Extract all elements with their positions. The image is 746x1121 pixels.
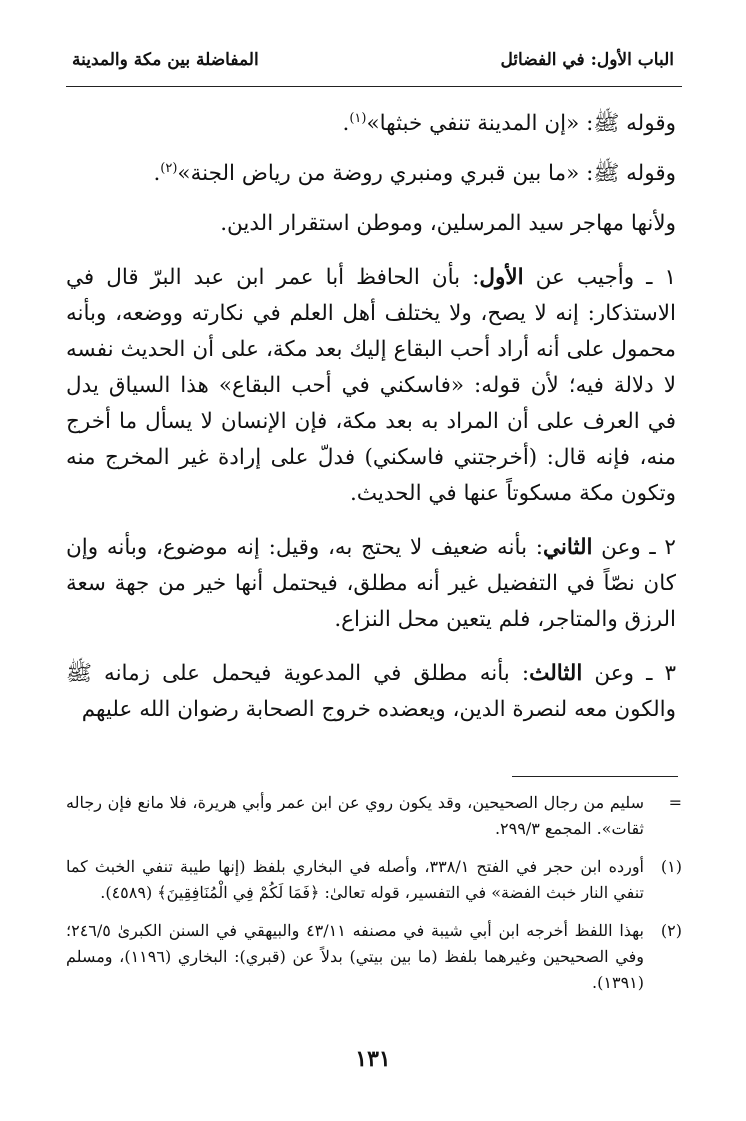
answer-second-keyword: الثاني bbox=[543, 535, 593, 560]
answer-second-text: : بأنه ضعيف لا يحتج به، وقيل: إنه موضوع، وبأنه وإن كان نصّاً في التفضيل غير أنه مطلق، فيحتمل أنها خير من جهة سعة الرزق والمتاجر، فلم يتعين محل النزاع. bbox=[66, 535, 676, 632]
answer-first-keyword: الأول bbox=[479, 265, 524, 290]
paragraph-answer-third bbox=[66, 656, 676, 728]
footnote-ref-1: (١) bbox=[349, 110, 367, 126]
footnote-mark: (١) bbox=[660, 857, 682, 876]
answer-second-number: ٢ ـ وعن bbox=[592, 535, 676, 560]
paragraph-answer-first bbox=[66, 260, 676, 512]
footnote-2 bbox=[66, 918, 682, 996]
header-divider bbox=[66, 86, 682, 87]
footnote-mark: = bbox=[668, 793, 682, 812]
hadith-rawda-text: وقوله ﷺ: «ما بين قبري ومنبري روضة من رياض الجنة» bbox=[177, 161, 676, 186]
footnotes bbox=[66, 790, 682, 1008]
paragraph-hadith-rawda bbox=[66, 156, 676, 192]
answer-third-keyword: الثالث bbox=[529, 661, 583, 686]
hadith-medina-text: وقوله ﷺ: «إن المدينة تنفي خبثها» bbox=[366, 111, 676, 136]
footnote-ref-2: (٢) bbox=[160, 160, 178, 176]
footnote-mark: (٢) bbox=[660, 921, 682, 940]
section-title: المفاضلة بين مكة والمدينة bbox=[72, 50, 259, 70]
answer-first-number: ١ ـ وأجيب عن bbox=[523, 265, 677, 290]
hadith-medina-end: . bbox=[342, 111, 350, 136]
page-number: ١٣١ bbox=[355, 1046, 391, 1072]
footnote-text: أورده ابن حجر في الفتح ٣٣٨/١، وأصله في البخاري بلفظ (إنها طيبة تنفي الخبث كما تنفي النار خبث الفضة» في التفسير، قوله تعالىٰ: ﴿فَمَا لَكُمْ فِي الْمُنَافِقِينَ﴾ (٤٥٨٩). bbox=[66, 857, 645, 902]
footnote-continued bbox=[66, 790, 682, 842]
footnote-divider bbox=[512, 776, 678, 777]
answer-first-text: : بأن الحافظ أبا عمر ابن عبد البرّ قال في الاستذكار: إنه لا يصح، ولا يختلف أهل العلم في نكارته ووضعه، وبأنه محمول على أنه أراد أحب البقاع إليك بعد مكة، على أن الحديث نفسه لا دلالة فيه؛ لأن قوله: «فاسكني في أحب البقاع» هذا السياق يدل في العرف على أن المراد به بعد مكة، فإن الإنسان لا يسأل ما أخرج منه، فإنه قال: (أخرجتني فاسكني) فدلّ على إرادة غير المخرج منه وتكون مكة مسكوتاً عنها في الحديث. bbox=[66, 265, 676, 506]
paragraph-hijra: ولأنها مهاجر سيد المرسلين، وموطن استقرار الدين. bbox=[220, 211, 676, 236]
hadith-rawda-end: . bbox=[153, 161, 161, 186]
paragraph-answer-second bbox=[66, 530, 676, 638]
running-header bbox=[72, 40, 674, 84]
chapter-title: الباب الأول: في الفضائل bbox=[500, 50, 674, 70]
paragraph-hadith-medina bbox=[66, 106, 676, 142]
footnote-text: سليم من رجال الصحيحين، وقد يكون روي عن ابن عمر وأبي هريرة، فلا مانع فإن رجاله ثقات». المجمع ٢٩٩/٣. bbox=[66, 793, 644, 838]
answer-third-number: ٣ ـ وعن bbox=[582, 661, 676, 686]
footnote-text: بهذا اللفظ أخرجه ابن أبي شيبة في مصنفه ٤٣/١١ والبيهقي في السنن الكبرىٰ ٢٤٦/٥؛ وفي الصحيحين وغيرهما بلفظ (ما بين بيتي) بدلاً عن (قبري): البخاري (١١٩٦)، ومسلم (١٣٩١). bbox=[66, 921, 644, 992]
main-text bbox=[66, 106, 676, 746]
answer-third-text: : بأنه مطلق في المدعوية فيحمل على زمانه ﷺ والكون معه لنصرة الدين، ويعضده خروج الصحابة رضوان الله عليهم bbox=[66, 661, 676, 722]
footnote-1 bbox=[66, 854, 682, 906]
